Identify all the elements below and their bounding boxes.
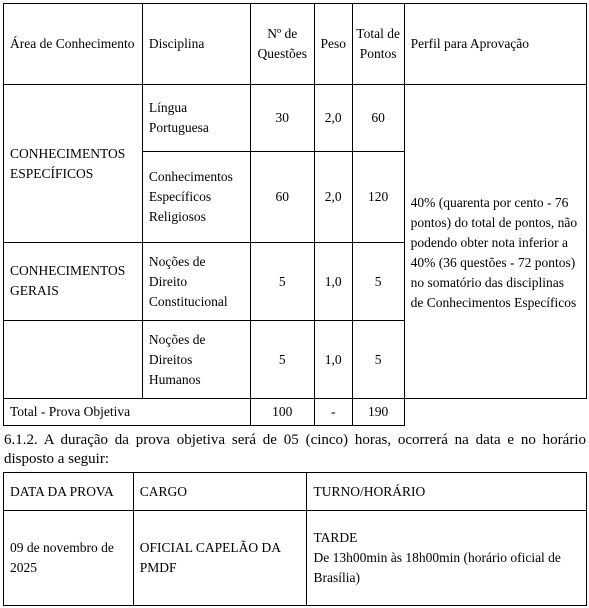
- questoes-cell: 5: [250, 243, 314, 321]
- header-turno: TURNO/HORÁRIO: [307, 473, 587, 511]
- total-label: Total - Prova Objetiva: [4, 399, 251, 426]
- header-data: DATA DA PROVA: [4, 473, 134, 511]
- total-peso: -: [314, 399, 352, 426]
- turno-cell: [307, 511, 587, 606]
- total-pontos: 190: [352, 399, 404, 426]
- total-cell: 5: [352, 321, 404, 399]
- data-cell: 09 de novembro de 2025: [4, 511, 134, 606]
- header-total: Total de Pontos: [352, 4, 404, 85]
- questoes-cell: 5: [250, 321, 314, 399]
- area-cell: CONHECIMENTOS ESPECÍFICOS: [4, 85, 143, 243]
- header-area: Área de Conhecimento: [4, 4, 143, 85]
- table-row: [4, 85, 587, 152]
- total-cell: 60: [352, 85, 404, 152]
- questoes-cell: 60: [250, 152, 314, 243]
- disciplina-cell: Conhecimentos Específicos Religiosos: [142, 152, 250, 243]
- disciplina-cell: Noções de Direito Constitucional: [142, 243, 250, 321]
- peso-cell: 1,0: [314, 321, 352, 399]
- turno-title: TARDE: [313, 530, 358, 545]
- peso-cell: 1,0: [314, 243, 352, 321]
- header-disciplina: Disciplina: [142, 4, 250, 85]
- total-questoes: 100: [250, 399, 314, 426]
- peso-cell: 2,0: [314, 85, 352, 152]
- total-empty: [404, 399, 586, 426]
- header-cargo: CARGO: [133, 473, 307, 511]
- cargo-cell: OFICIAL CAPELÃO DA PMDF: [133, 511, 307, 606]
- disciplina-cell: Língua Portuguesa: [142, 85, 250, 152]
- header-questoes: Nº de Questões: [250, 4, 314, 85]
- header-perfil: Perfil para Aprovação: [404, 4, 586, 85]
- duration-paragraph: 6.1.2. A duração da prova objetiva será de 05 (cinco) horas, ocorrerá na data e no horário disposto a seguir:: [4, 432, 586, 467]
- perfil-cell: 40% (quarenta por cento - 76 pontos) do total de pontos, não podendo obter nota inferior a 40% (36 questões - 72 pontos) no somatório das disciplinas de Conhecimentos Específicos: [404, 85, 586, 399]
- total-cell: 120: [352, 152, 404, 243]
- table-row: [4, 511, 587, 606]
- prova-objetiva-table: [3, 3, 587, 426]
- disciplina-cell: Noções de Direitos Humanos: [142, 321, 250, 399]
- area-cell: CONHECIMENTOS GERAIS: [4, 243, 143, 321]
- table-header-row: [4, 4, 587, 85]
- total-cell: 5: [352, 243, 404, 321]
- total-row: [4, 399, 587, 426]
- turno-detail: De 13h00min às 18h00min (horário oficial de Brasília): [313, 550, 561, 585]
- questoes-cell: 30: [250, 85, 314, 152]
- data-prova-table: [3, 472, 587, 606]
- header-peso: Peso: [314, 4, 352, 85]
- area-cell-empty: [4, 321, 143, 399]
- table-header-row: [4, 473, 587, 511]
- peso-cell: 2,0: [314, 152, 352, 243]
